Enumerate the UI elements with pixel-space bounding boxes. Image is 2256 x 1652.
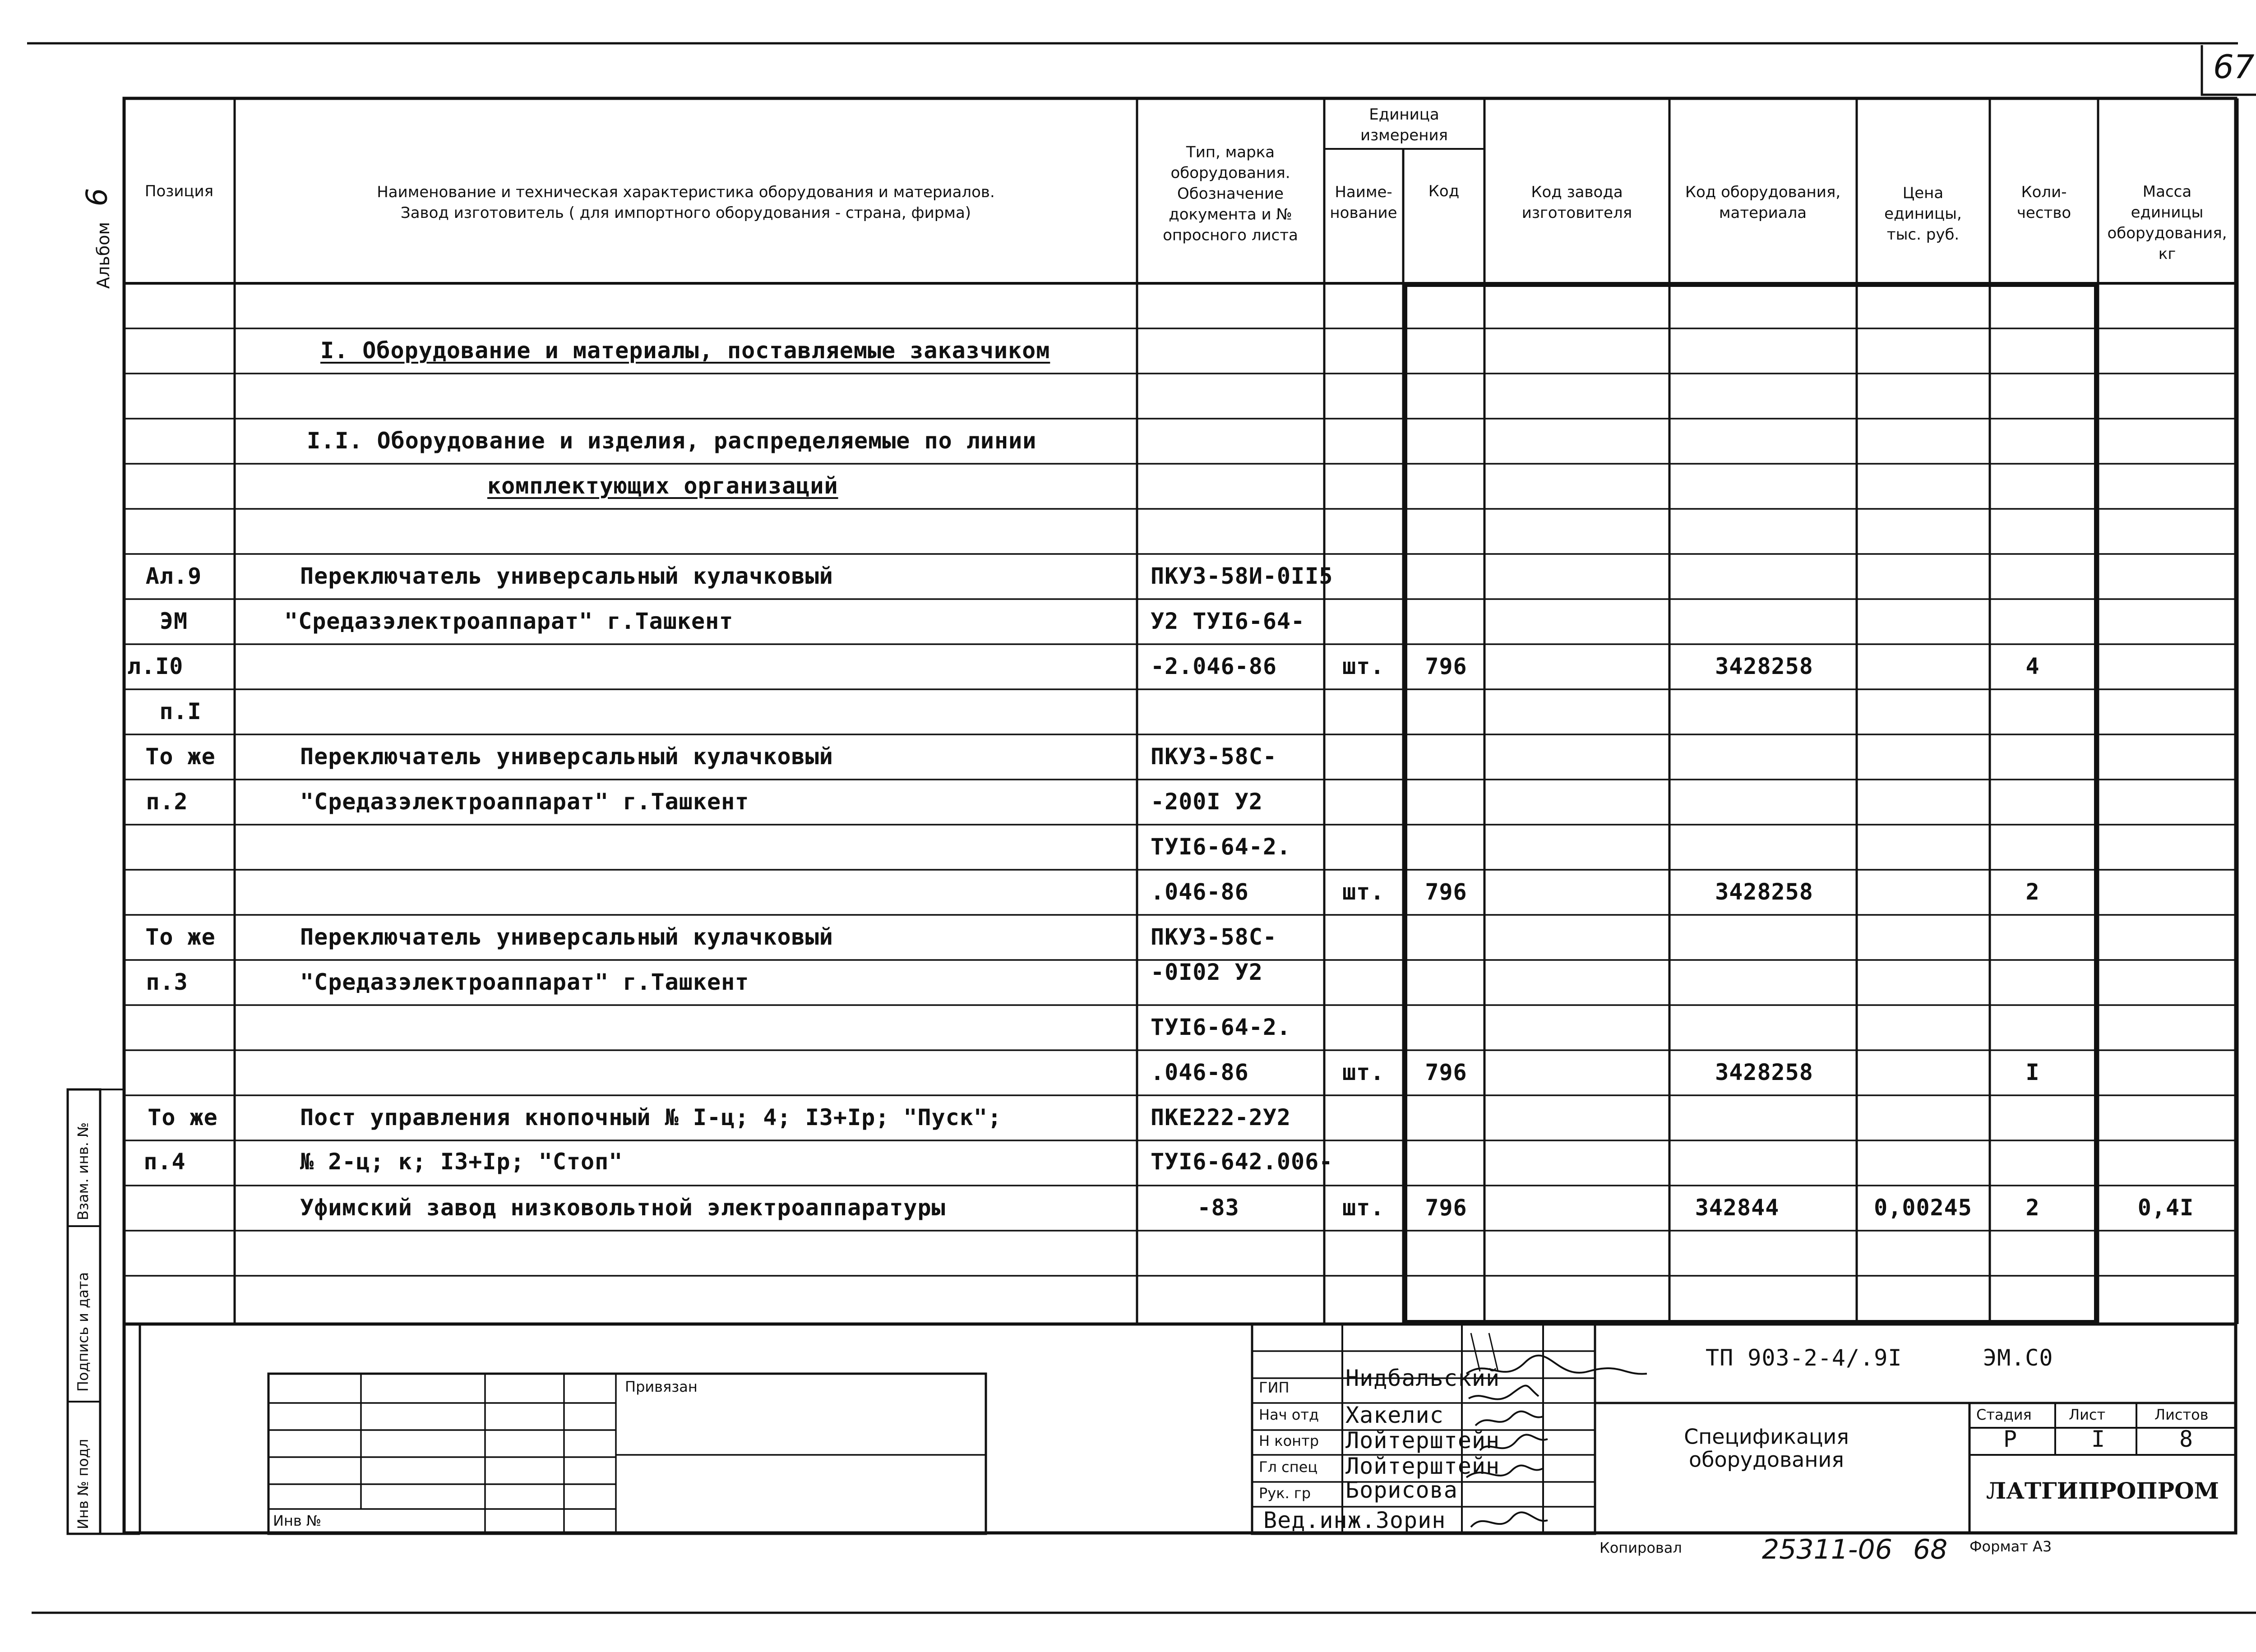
- row-position: То же: [145, 924, 216, 950]
- document-title: Спецификация оборудования: [1684, 1424, 1849, 1472]
- row-type: ТУI6-642.006-: [1151, 1149, 1333, 1175]
- name-norm-control: Лойтерштейн: [1345, 1427, 1500, 1454]
- section-1-1-title: I.I. Оборудование и изделия, распределяемые по линии: [307, 428, 1037, 454]
- header-type: Тип, марка оборудования. Обозначение документа и № опросного листа: [1163, 143, 1298, 244]
- copied-label: Копировал: [1600, 1539, 1682, 1556]
- row-type: .046-86: [1151, 1059, 1249, 1085]
- format-label: Формат А3: [1969, 1538, 2052, 1555]
- role-chief-spec: Гл спец: [1259, 1458, 1318, 1476]
- row-quantity: 4: [2025, 653, 2040, 679]
- row-type: -2.046-86: [1151, 653, 1277, 679]
- album-number: 6: [80, 188, 114, 207]
- row-type: ПКУ3-58С-: [1151, 743, 1277, 770]
- row-type: -200I У2: [1151, 789, 1263, 815]
- row-name: Переключатель универсальный кулачковый: [300, 924, 833, 950]
- row-type: ПКУ3-58И-0II5: [1151, 563, 1333, 589]
- row-position: Ал.9: [145, 563, 202, 589]
- row-type: ПКУ3-58С-: [1151, 924, 1277, 950]
- page-number: 67: [2213, 48, 2255, 86]
- album-label: Альбом: [93, 221, 113, 289]
- row-position: п.4: [143, 1149, 186, 1175]
- stage-value: Р: [2003, 1426, 2018, 1452]
- sheet-value: I: [2091, 1426, 2106, 1452]
- name-gip: Нидбальский: [1345, 1365, 1500, 1391]
- row-type: У2 ТУI6-64-: [1151, 608, 1305, 634]
- row-unit: шт.: [1342, 653, 1385, 679]
- row-position: л.I0: [127, 653, 184, 679]
- row-position: п.3: [146, 969, 188, 995]
- row-quantity: 2: [2025, 1195, 2040, 1221]
- header-unit-code: Код: [1428, 182, 1460, 201]
- row-type: ТУI6-64-2.: [1151, 834, 1291, 860]
- section-1-1-subtitle: комплектующих организаций: [487, 473, 838, 499]
- row-name: Переключатель универсальный кулачковый: [300, 563, 833, 589]
- row-position: п.2: [146, 789, 188, 815]
- header-quantity: Коли- чество: [2016, 183, 2071, 222]
- row-price: 0,00245: [1874, 1195, 1972, 1221]
- section-1-text: I. Оборудование и материалы, поставляемые заказчиком: [320, 337, 1050, 364]
- row-position: ЭМ: [159, 608, 188, 634]
- row-quantity: I: [2025, 1059, 2040, 1085]
- row-type: -0I02 У2: [1151, 959, 1263, 985]
- row-equipment-code: 3428258: [1715, 653, 1813, 679]
- role-gip: ГИП: [1259, 1379, 1290, 1396]
- row-type: .046-86: [1151, 879, 1249, 905]
- row-unit: шт.: [1342, 1195, 1385, 1221]
- row-name: "Средазэлектроаппарат" г.Ташкент: [300, 969, 749, 995]
- name-group-head: Борисова: [1345, 1477, 1458, 1503]
- row-name: "Средазэлектроаппарат" г.Ташкент: [284, 608, 734, 634]
- copy-number: 25311-06: [1762, 1534, 1892, 1565]
- row-unit-code: 796: [1425, 653, 1467, 679]
- role-head-dept: Нач отд: [1259, 1406, 1319, 1423]
- row-type: -83: [1197, 1195, 1239, 1221]
- lead-engineer: Вед.инж.Зорин: [1263, 1507, 1446, 1533]
- row-name: № 2-ц; к; I3+Iр; "Стоп": [300, 1149, 623, 1175]
- sheet-header: Лист: [2069, 1406, 2106, 1423]
- row-name: Пост управления кнопочный № I-ц; 4; I3+Iр; "Пуск";: [300, 1104, 1002, 1131]
- row-mass: 0,4I: [2137, 1195, 2194, 1221]
- organization-name: ЛАТГИПРОПРОМ: [1986, 1477, 2219, 1504]
- document-mark: ЭМ.С0: [1983, 1345, 2053, 1371]
- header-mass: Масса единицы оборудования, кг: [2107, 183, 2227, 263]
- stage-header: Стадия: [1976, 1406, 2032, 1423]
- document-code: ТП 903-2-4/.9I: [1706, 1345, 1902, 1371]
- row-unit-code: 796: [1425, 879, 1467, 905]
- row-type: ПКЕ222-2У2: [1151, 1104, 1291, 1131]
- sheets-value: 8: [2179, 1426, 2194, 1452]
- row-equipment-code: 342844: [1695, 1195, 1780, 1221]
- header-position: Позиция: [144, 182, 214, 201]
- sheets-header: Листов: [2154, 1406, 2209, 1423]
- header-unit: Единица измерения: [1360, 106, 1448, 144]
- row-name: "Средазэлектроаппарат" г.Ташкент: [300, 789, 749, 815]
- section-1-title: [320, 339, 1050, 362]
- row-name: Уфимский завод низковольтной электроаппаратуры: [300, 1195, 946, 1221]
- attached-label: Привязан: [625, 1378, 698, 1395]
- header-unit-name: Наиме- нование: [1330, 183, 1397, 222]
- inv-label: Инв №: [273, 1512, 322, 1529]
- row-equipment-code: 3428258: [1715, 879, 1813, 905]
- header-equipment-code: Код оборудования, материала: [1685, 183, 1841, 222]
- stamp-signature-date: Подпись и дата: [74, 1272, 92, 1392]
- role-norm-control: Н контр: [1259, 1432, 1319, 1449]
- row-unit-code: 796: [1425, 1059, 1467, 1085]
- row-unit-code: 796: [1425, 1195, 1467, 1221]
- row-equipment-code: 3428258: [1715, 1059, 1813, 1085]
- row-position: То же: [145, 743, 216, 770]
- name-head-dept: Хакелис: [1345, 1402, 1444, 1428]
- header-plant-code: Код завода изготовителя: [1521, 183, 1632, 222]
- row-position: То же: [148, 1104, 218, 1131]
- header-name: Наименование и техническая характеристика оборудования и материалов. Завод изготовитель ( для импортного оборудования - страна, фирма): [377, 183, 995, 222]
- row-unit: шт.: [1342, 879, 1385, 905]
- stamp-inv-original: Инв № подл: [74, 1439, 92, 1529]
- header-price: Цена единицы, тыс. руб.: [1884, 184, 1962, 244]
- row-unit: шт.: [1342, 1059, 1385, 1085]
- role-group-head: Рук. гр: [1259, 1485, 1311, 1502]
- row-quantity: 2: [2025, 879, 2040, 905]
- row-position: п.I: [159, 698, 202, 724]
- name-chief-spec: Лойтерштейн: [1345, 1453, 1500, 1479]
- stamp-replaced-inv: Взам. инв. №: [74, 1122, 92, 1220]
- copy-page: 68: [1913, 1534, 1948, 1565]
- row-name: Переключатель универсальный кулачковый: [300, 743, 833, 770]
- row-type: ТУI6-64-2.: [1151, 1014, 1291, 1040]
